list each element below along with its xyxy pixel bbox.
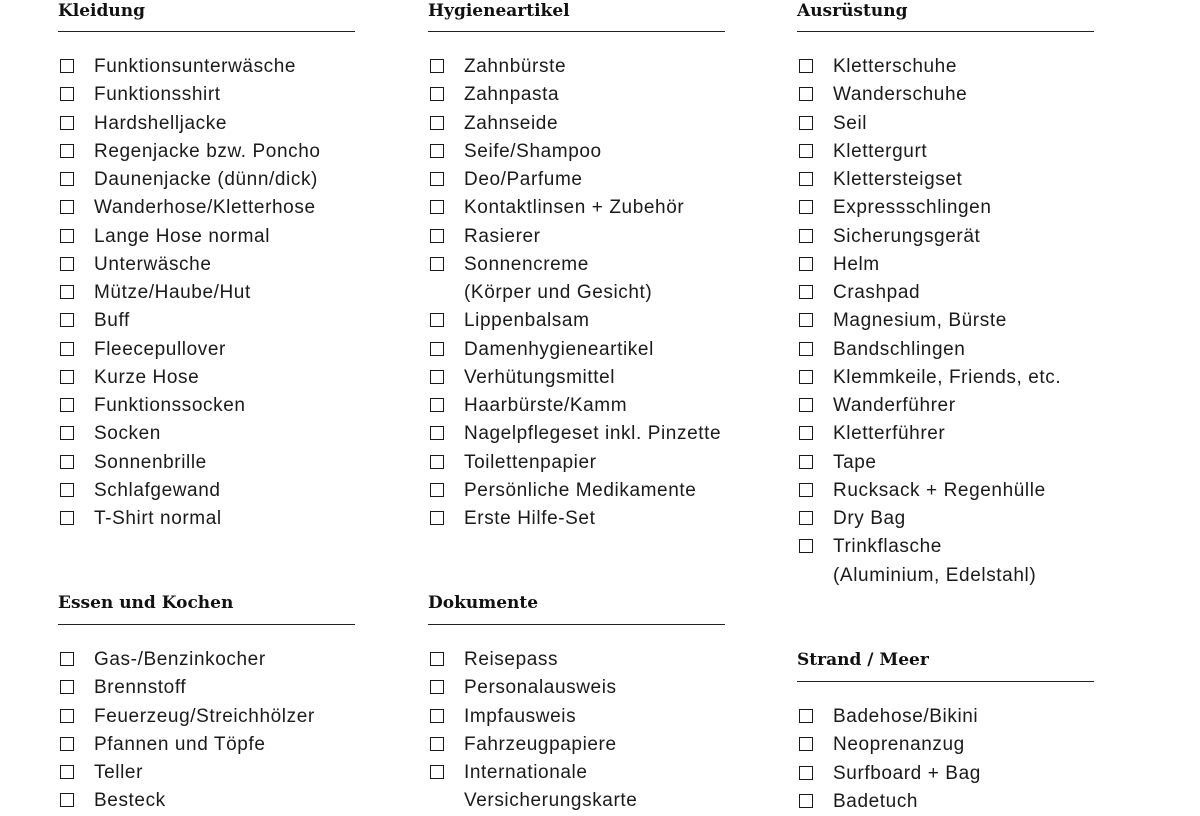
checklist-item-unterwaesche[interactable] [58, 251, 321, 279]
checkbox[interactable] [430, 257, 444, 271]
section-divider [58, 624, 355, 625]
item-label: Feuerzeug/Streichhölzer [94, 705, 315, 727]
checkbox[interactable] [60, 257, 74, 271]
checklist-item-fahrzeugpapiere[interactable] [428, 731, 637, 759]
checkbox[interactable] [430, 59, 444, 73]
checklist-item-seife-shampoo[interactable] [428, 138, 721, 166]
item-label: Internationale [464, 762, 588, 783]
checkbox[interactable] [60, 313, 74, 327]
checkbox[interactable] [430, 172, 444, 186]
checkbox[interactable] [60, 342, 74, 356]
checklist-item-besteck[interactable] [58, 787, 315, 815]
checklist-item-badehose-bikini[interactable] [797, 703, 981, 731]
checklist-item-sonnenbrille[interactable] [58, 449, 321, 477]
checkbox[interactable] [799, 116, 813, 130]
item-label: Deo/Parfume [464, 169, 583, 190]
checklist-item-socken[interactable] [58, 420, 321, 448]
section-title: Kleidung [58, 1, 146, 21]
checkbox[interactable] [60, 709, 74, 723]
checkbox[interactable] [799, 313, 813, 327]
item-label: Surfboard + Bag [833, 762, 981, 784]
checklist-item-klemmkeile-friends-etc[interactable] [797, 364, 1061, 392]
checkbox[interactable] [799, 59, 813, 73]
checkbox[interactable] [430, 483, 444, 497]
checklist-item-rucksack-regenhuelle[interactable] [797, 477, 1061, 505]
checklist-item-sonnencreme[interactable] [428, 251, 721, 308]
section-divider [797, 31, 1094, 32]
section-divider [428, 624, 725, 625]
section-title: Essen und Kochen [58, 593, 234, 613]
checkbox[interactable] [430, 680, 444, 694]
checklist-item-rasierer[interactable] [428, 223, 721, 251]
section-title: Dokumente [428, 593, 539, 613]
item-label: Sicherungsgerät [833, 225, 981, 247]
item-label: Impfausweis [464, 705, 577, 727]
checkbox[interactable] [60, 426, 74, 440]
checkbox[interactable] [430, 511, 444, 525]
checklist-item-neoprenanzug[interactable] [797, 731, 981, 759]
checklist-item-feuerzeug-streichhoelzer[interactable] [58, 703, 315, 731]
checklist-item-kontaktlinsen-zubehoer[interactable] [428, 194, 721, 222]
checkbox[interactable] [799, 709, 813, 723]
item-label: Teller [94, 762, 144, 783]
checklist-item-impfausweis[interactable] [428, 703, 637, 731]
checkbox[interactable] [799, 229, 813, 243]
item-label: Socken [94, 423, 161, 445]
item-label: Hardshelljacke [94, 112, 228, 134]
checklist-item-surfboard-bag[interactable] [797, 760, 981, 788]
checklist-item-verhuetungsmittel[interactable] [428, 364, 721, 392]
item-label: Regenjacke bzw. Poncho [94, 140, 321, 162]
checklist-item-teller[interactable] [58, 759, 315, 787]
checklist-item-klettersteigset[interactable] [797, 166, 1061, 194]
checkbox[interactable] [799, 398, 813, 412]
checkbox[interactable] [799, 87, 813, 101]
checkbox[interactable] [60, 87, 74, 101]
item-label: Damenhygieneartikel [464, 338, 654, 360]
checkbox[interactable] [430, 765, 444, 779]
checklist [58, 646, 315, 816]
checklist [428, 646, 637, 816]
checkbox[interactable] [430, 652, 444, 666]
item-label: Brennstoff [94, 677, 187, 699]
checklist-item-funktionssocken[interactable] [58, 392, 321, 420]
item-label: Zahnseide [464, 112, 559, 134]
item-label: Unterwäsche [94, 253, 212, 275]
item-label: Fahrzeugpapiere [464, 733, 617, 755]
checklist-item-expressschlingen[interactable] [797, 194, 1061, 222]
checkbox[interactable] [60, 59, 74, 73]
item-label: Zahnbürste [464, 56, 567, 77]
checklist-item-t-shirt-normal[interactable] [58, 505, 321, 533]
checkbox[interactable] [799, 144, 813, 158]
item-label: Klettergurt [833, 140, 928, 162]
checklist-item-gas-benzinkocher[interactable] [58, 646, 315, 674]
checklist [797, 703, 981, 816]
checkbox[interactable] [60, 200, 74, 214]
checkbox[interactable] [799, 172, 813, 186]
checklist-item-lippenbalsam[interactable] [428, 307, 721, 335]
item-label: Tape [833, 451, 877, 473]
checklist-item-reisepass[interactable] [428, 646, 637, 674]
checkbox[interactable] [60, 370, 74, 384]
checkbox[interactable] [60, 737, 74, 751]
item-label: Kletterschuhe [833, 56, 957, 77]
checklist-item-wanderschuhe[interactable] [797, 81, 1061, 109]
item-label: Lippenbalsam [464, 310, 590, 332]
checkbox[interactable] [799, 426, 813, 440]
checklist [797, 53, 1061, 590]
checkbox[interactable] [799, 737, 813, 751]
item-label: Klemmkeile, Friends, etc. [833, 366, 1062, 388]
checklist-item-brennstoff[interactable] [58, 674, 315, 702]
checklist-item-regenjacke-bzw-poncho[interactable] [58, 138, 321, 166]
item-label: Kurze Hose [94, 366, 200, 388]
item-label: Funktionsshirt [94, 84, 221, 106]
item-label: Mütze/Haube/Hut [94, 282, 251, 303]
checkbox[interactable] [430, 342, 444, 356]
item-label: Neoprenanzug [833, 734, 965, 756]
item-label-continuation: (Körper und Gesicht) [464, 282, 653, 303]
checkbox[interactable] [430, 426, 444, 440]
item-label-continuation: Versicherungskarte [464, 790, 638, 812]
checklist-item-bandschlingen[interactable] [797, 336, 1061, 364]
section-divider [428, 31, 725, 32]
checklist-item-magnesium-buerste[interactable] [797, 307, 1061, 335]
checklist-item-crashpad[interactable] [797, 279, 1061, 307]
item-label: Erste Hilfe-Set [464, 508, 596, 529]
checkbox[interactable] [60, 652, 74, 666]
item-label: Sonnenbrille [94, 451, 207, 473]
checkbox[interactable] [430, 87, 444, 101]
section-title: Ausrüstung [797, 1, 908, 21]
checklist-item-personalausweis[interactable] [428, 674, 637, 702]
checkbox[interactable] [60, 116, 74, 130]
item-label: T-Shirt normal [94, 508, 222, 529]
item-label: Trinkflasche [833, 536, 942, 558]
checklist-item-sicherungsgeraet[interactable] [797, 223, 1061, 251]
checklist-item-kletterschuhe[interactable] [797, 53, 1061, 81]
checklist-item-haarbuerste-kamm[interactable] [428, 392, 721, 420]
checkbox[interactable] [60, 398, 74, 412]
checklist-item-funktionsunterwaesche[interactable] [58, 53, 321, 81]
section-divider [797, 681, 1094, 682]
item-label: Lange Hose normal [94, 225, 271, 247]
checklist-item-hardshelljacke[interactable] [58, 110, 321, 138]
item-label: Wanderschuhe [833, 84, 968, 106]
item-label: Kontaktlinsen + Zubehör [464, 197, 685, 219]
checkbox[interactable] [60, 680, 74, 694]
checkbox[interactable] [799, 766, 813, 780]
checkbox[interactable] [430, 200, 444, 214]
item-label: Funktionssocken [94, 395, 246, 416]
item-label: Besteck [94, 790, 166, 812]
checklist-item-seil[interactable] [797, 110, 1061, 138]
item-label: Bandschlingen [833, 338, 966, 360]
checkbox[interactable] [60, 455, 74, 469]
item-label: Wanderführer [833, 395, 956, 416]
checkbox[interactable] [60, 793, 74, 807]
item-label: Klettersteigset [833, 169, 963, 190]
checklist-item-schlafgewand[interactable] [58, 477, 321, 505]
item-label: Gas-/Benzinkocher [94, 649, 266, 670]
item-label: Crashpad [833, 282, 921, 303]
item-label: Daunenjacke (dünn/dick) [94, 169, 318, 190]
checkbox[interactable] [799, 539, 813, 553]
checkbox[interactable] [799, 483, 813, 497]
item-label-continuation: (Aluminium, Edelstahl) [833, 564, 1037, 586]
checkbox[interactable] [430, 398, 444, 412]
checkbox[interactable] [60, 483, 74, 497]
checklist-item-damenhygieneartikel[interactable] [428, 336, 721, 364]
item-label: Fleecepullover [94, 338, 226, 360]
checkbox[interactable] [430, 144, 444, 158]
checklist-item-klettergurt[interactable] [797, 138, 1061, 166]
checklist-item-pfannen-und-toepfe[interactable] [58, 731, 315, 759]
item-label: Rasierer [464, 225, 541, 247]
checklist-item-deo-parfume[interactable] [428, 166, 721, 194]
item-label: Seife/Shampoo [464, 140, 602, 162]
item-label: Wanderhose/Kletterhose [94, 197, 316, 219]
item-label: Funktionsunterwäsche [94, 56, 297, 77]
item-label: Nagelpflegeset inkl. Pinzette [464, 423, 722, 445]
item-label: Badetuch [833, 790, 919, 812]
item-label: Buff [94, 310, 130, 332]
checklist-item-tape[interactable] [797, 449, 1061, 477]
checklist-item-kletterfuehrer[interactable] [797, 420, 1061, 448]
checklist-item-persoenliche-medikamente[interactable] [428, 477, 721, 505]
checklist-item-zahnbuerste[interactable] [428, 53, 721, 81]
checklist-item-buff[interactable] [58, 307, 321, 335]
checklist-item-dry-bag[interactable] [797, 505, 1061, 533]
checklist [428, 53, 721, 533]
checklist-item-zahnpasta[interactable] [428, 81, 721, 109]
section-title: Strand / Meer [797, 650, 929, 670]
item-label: Personalausweis [464, 677, 617, 699]
checklist-item-funktionsshirt[interactable] [58, 81, 321, 109]
checkbox[interactable] [430, 370, 444, 384]
checkbox[interactable] [799, 200, 813, 214]
item-label: Seil [833, 112, 868, 134]
checklist-item-nagelpflegeset-inkl-pinzette[interactable] [428, 420, 721, 448]
checklist-item-wanderhose-kletterhose[interactable] [58, 194, 321, 222]
item-label: Badehose/Bikini [833, 706, 979, 727]
checkbox[interactable] [60, 144, 74, 158]
checklist-item-muetze-haube-hut[interactable] [58, 279, 321, 307]
checklist-item-fleecepullover[interactable] [58, 336, 321, 364]
checkbox[interactable] [430, 229, 444, 243]
item-label: Reisepass [464, 649, 559, 670]
checklist-item-badetuch[interactable] [797, 788, 981, 816]
checklist-item-zahnseide[interactable] [428, 110, 721, 138]
checkbox[interactable] [799, 794, 813, 808]
section-title: Hygieneartikel [428, 1, 570, 21]
checkbox[interactable] [430, 709, 444, 723]
item-label: Dry Bag [833, 508, 906, 529]
checklist-item-kurze-hose[interactable] [58, 364, 321, 392]
checklist-item-helm[interactable] [797, 251, 1061, 279]
item-label: Persönliche Medikamente [464, 479, 697, 501]
checkbox[interactable] [430, 313, 444, 327]
item-label: Helm [833, 253, 880, 275]
item-label: Zahnpasta [464, 84, 560, 106]
checkbox[interactable] [799, 511, 813, 525]
item-label: Rucksack + Regenhülle [833, 479, 1046, 501]
checkbox[interactable] [799, 342, 813, 356]
checkbox[interactable] [799, 370, 813, 384]
checklist-item-lange-hose-normal[interactable] [58, 223, 321, 251]
checkbox[interactable] [60, 229, 74, 243]
checklist-item-toilettenpapier[interactable] [428, 449, 721, 477]
checkbox[interactable] [430, 116, 444, 130]
item-label: Magnesium, Bürste [833, 310, 1007, 332]
checkbox[interactable] [60, 285, 74, 299]
checkbox[interactable] [430, 737, 444, 751]
item-label: Verhütungsmittel [464, 366, 616, 388]
item-label: Sonnencreme [464, 253, 589, 275]
checkbox[interactable] [60, 511, 74, 525]
checkbox[interactable] [430, 455, 444, 469]
checkbox[interactable] [799, 257, 813, 271]
checkbox[interactable] [799, 285, 813, 299]
item-label: Schlafgewand [94, 479, 221, 501]
checklist-item-erste-hilfe-set[interactable] [428, 505, 721, 533]
checklist-item-trinkflasche[interactable] [797, 533, 1061, 590]
item-label: Haarbürste/Kamm [464, 395, 628, 416]
item-label: Expressschlingen [833, 197, 992, 219]
checkbox[interactable] [60, 765, 74, 779]
checklist-item-daunenjacke-duenn-dick[interactable] [58, 166, 321, 194]
checklist-item-internationale[interactable] [428, 759, 637, 816]
section-divider [58, 31, 355, 32]
item-label: Pfannen und Töpfe [94, 733, 266, 755]
item-label: Toilettenpapier [464, 451, 597, 473]
checklist [58, 53, 321, 533]
item-label: Kletterführer [833, 423, 946, 445]
checkbox[interactable] [60, 172, 74, 186]
checkbox[interactable] [799, 455, 813, 469]
checklist-item-wanderfuehrer[interactable] [797, 392, 1061, 420]
